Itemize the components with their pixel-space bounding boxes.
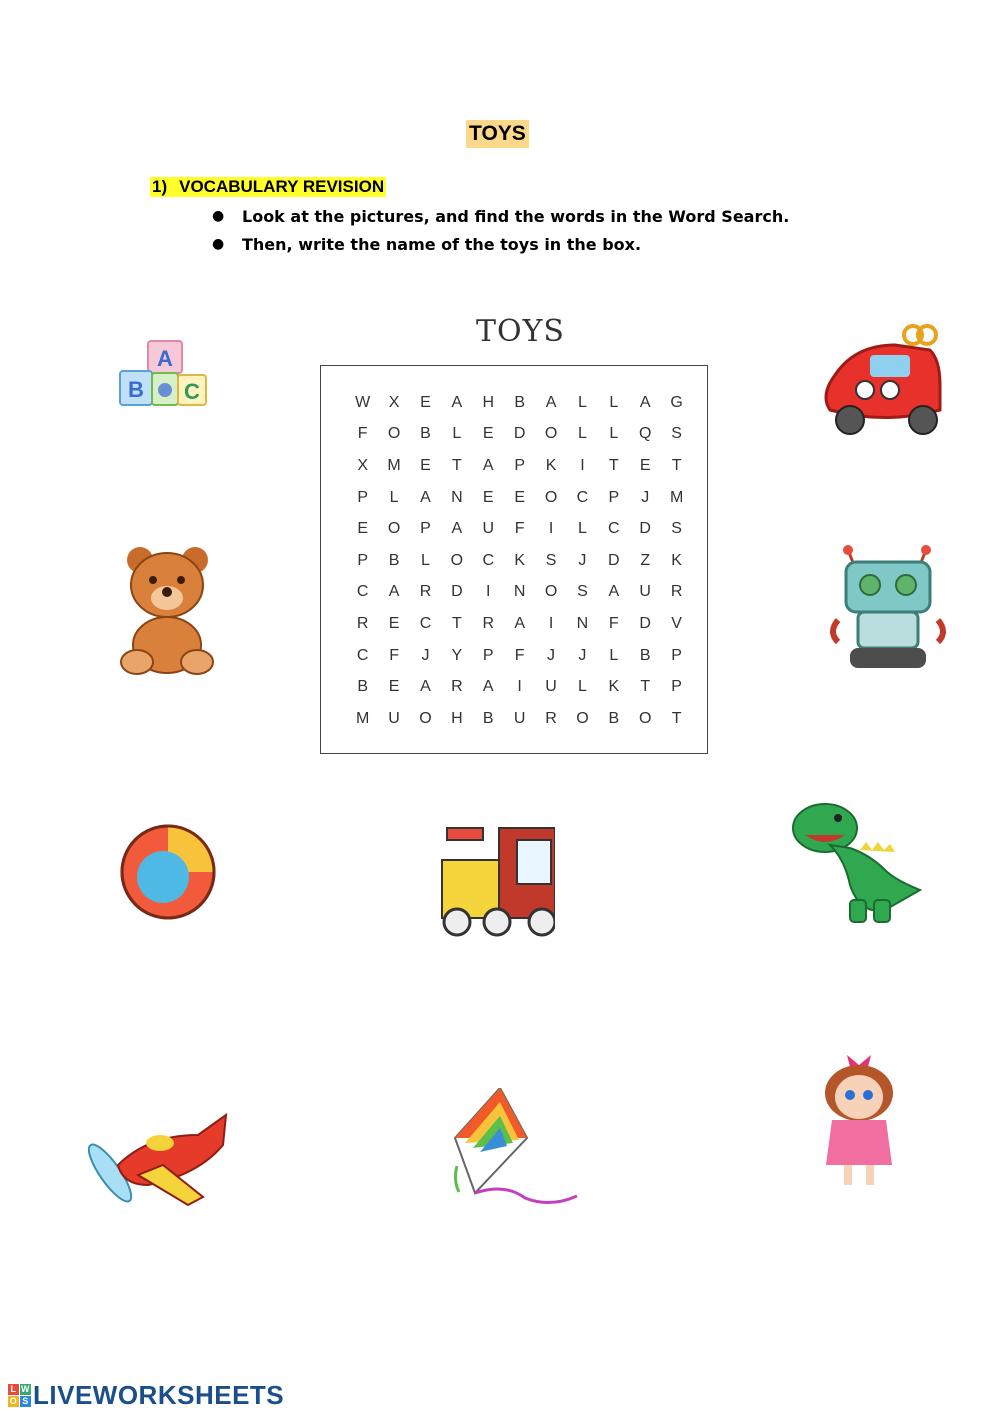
robot-picture [828,540,948,675]
bear-nose-icon [162,587,172,597]
grid-letter[interactable]: T [451,614,462,632]
instruction-text: Then, write the name of the toys in the box. [242,234,642,254]
word-search-grid [347,387,692,735]
dino-eye-icon [834,814,842,822]
grid-letter[interactable]: J [641,488,650,506]
logo-text: LIVEWORKSHEETS [33,1380,285,1410]
block-c-letter: C [184,379,200,404]
grid-letter[interactable]: P [357,488,369,506]
grid-letter[interactable]: N [576,614,589,632]
section-heading [150,177,386,197]
grid-letter[interactable]: C [419,614,432,632]
grid-letter[interactable]: A [451,393,463,411]
logo-mark-icon: L W O S [9,1384,30,1406]
robot-treads [850,648,926,668]
instruction-text: Look at the pictures, and find the words in the Word Search. [242,206,790,226]
wheel-icon [444,909,470,935]
grid-letter[interactable]: A [482,678,494,696]
grid-letter[interactable]: K [608,678,620,696]
grid-letter[interactable]: D [513,425,526,443]
grid-letter[interactable]: O [638,709,652,727]
wheel-icon [909,406,937,434]
grid-row [347,387,692,419]
grid-row [347,703,692,735]
dino-leg [850,900,866,922]
doll-face [835,1075,883,1119]
block-b-letter: B [128,377,144,402]
grid-letter[interactable]: M [387,456,401,474]
grid-letter[interactable]: P [420,520,431,538]
grid-letter[interactable]: L [421,551,430,569]
grid-letter[interactable]: G [670,393,683,411]
grid-letter[interactable]: C [356,583,369,601]
grid-letter[interactable]: D [639,520,651,538]
grid-letter[interactable]: D [451,583,463,601]
grid-letter[interactable]: U [513,709,526,727]
grid-letter[interactable]: C [608,520,620,538]
grid-letter[interactable]: D [608,551,620,569]
grid-letter[interactable]: H [482,393,495,411]
grid-letter[interactable]: P [357,551,369,569]
bear-foot [121,650,153,674]
grid-letter[interactable]: T [671,456,682,474]
grid-letter[interactable]: I [548,520,554,538]
grid-letter[interactable]: Q [638,425,652,443]
grid-letter[interactable]: B [357,678,369,696]
grid-letter[interactable]: O [450,551,464,569]
grid-letter[interactable]: T [671,709,682,727]
grid-letter[interactable]: H [451,709,463,727]
dino-spikes [860,842,895,852]
grid-letter[interactable]: A [420,488,431,506]
liveworksheets-logo [8,1380,284,1411]
doll-eye-icon [863,1090,873,1100]
grid-letter[interactable]: P [514,456,525,474]
robot-body [858,612,918,648]
grid-letter[interactable]: K [671,551,682,569]
grid-letter[interactable]: L [389,488,399,506]
grid-letter[interactable]: E [482,488,494,506]
grid-letter[interactable]: A [388,583,400,601]
grid-letter[interactable]: O [387,520,401,538]
grid-letter[interactable]: V [671,614,682,632]
grid-letter[interactable]: S [671,425,682,443]
robot-head [846,562,930,612]
grid-letter[interactable]: P [671,646,682,664]
grid-letter[interactable]: O [544,583,558,601]
grid-letter[interactable]: S [671,520,682,538]
grid-letter[interactable]: B [514,393,525,411]
car-eye-icon [881,381,899,399]
grid-letter[interactable]: E [357,520,369,538]
grid-letter[interactable]: L [577,393,587,411]
grid-row [347,513,692,545]
grid-letter[interactable]: C [356,646,369,664]
grid-letter[interactable]: P [482,646,494,664]
doll-picture [812,1045,907,1193]
grid-row [347,608,692,640]
doll-leg [844,1165,852,1185]
grid-letter[interactable]: U [639,583,651,601]
grid-letter[interactable]: B [482,709,494,727]
grid-letter[interactable]: A [639,393,651,411]
instructions-list [212,202,789,258]
grid-letter[interactable]: E [388,678,400,696]
section-number: 1) [152,177,168,196]
grid-letter[interactable]: S [577,583,588,601]
grid-letter[interactable]: L [609,425,619,443]
grid-row [347,671,692,703]
grid-letter[interactable]: R [451,678,463,696]
doll-eye-icon [845,1090,855,1100]
grid-letter[interactable]: W [355,393,371,411]
plane-cockpit [146,1135,174,1151]
instruction-item [212,202,789,230]
grid-letter[interactable]: A [608,583,620,601]
grid-letter[interactable]: E [388,614,400,632]
grid-letter[interactable]: L [609,393,619,411]
wheel-icon [836,406,864,434]
bullet-icon: ● [212,208,225,224]
word-search-title: TOYS [476,314,565,349]
grid-letter[interactable]: L [452,425,462,443]
kite-tail [475,1189,577,1203]
grid-letter[interactable]: T [608,456,619,474]
grid-letter[interactable]: I [517,678,522,696]
grid-letter[interactable]: R [545,709,557,727]
grid-letter[interactable]: O [544,425,558,443]
page-title: TOYS [466,120,529,148]
section-title: VOCABULARY REVISION [179,177,385,196]
grid-letter[interactable]: A [420,678,431,696]
grid-letter[interactable]: F [357,425,368,443]
cat-icon [158,383,172,397]
grid-letter[interactable]: L [577,520,587,538]
dino-head [793,804,857,852]
train-chimney [447,828,483,840]
bullet-icon: ● [212,236,225,252]
grid-letter[interactable]: X [357,456,369,474]
grid-row [347,545,692,577]
grid-letter[interactable]: A [451,520,463,538]
grid-letter[interactable]: E [482,425,494,443]
grid-letter[interactable]: L [577,425,587,443]
grid-letter[interactable]: U [388,709,400,727]
grid-letter[interactable]: R [356,614,369,632]
grid-letter[interactable]: I [580,456,585,474]
grid-letter[interactable]: T [640,678,651,696]
grid-letter[interactable]: B [608,709,620,727]
grid-letter[interactable]: M [356,709,370,727]
grid-row [347,640,692,672]
grid-letter[interactable]: B [639,646,651,664]
grid-letter[interactable]: F [514,520,525,538]
grid-letter[interactable]: N [513,583,526,601]
grid-letter[interactable]: F [389,646,399,664]
grid-letter[interactable]: K [514,551,525,569]
grid-letter[interactable]: M [669,488,684,506]
grid-letter[interactable]: T [451,456,462,474]
train-window [517,840,551,884]
grid-letter[interactable]: I [548,614,554,632]
grid-letter[interactable]: U [545,678,557,696]
teddy-bear-picture [115,540,220,680]
grid-letter[interactable]: E [420,393,431,411]
grid-letter[interactable]: R [482,614,495,632]
grid-letter[interactable]: D [639,614,651,632]
grid-letter[interactable]: C [576,488,589,506]
grid-letter[interactable]: P [671,678,682,696]
grid-letter[interactable]: R [670,583,683,601]
block-a-letter: A [157,346,173,371]
grid-letter[interactable]: O [576,709,589,727]
toy-car-picture [815,315,950,445]
grid-letter[interactable]: J [578,551,587,569]
robot-eye-icon [896,575,916,595]
grid-letter[interactable]: U [482,520,495,538]
grid-letter[interactable]: Z [640,551,651,569]
grid-letter[interactable]: P [608,488,620,506]
grid-letter[interactable]: K [545,456,557,474]
instruction-item [212,230,789,258]
robot-eye-icon [860,575,880,595]
grid-row [347,419,692,451]
grid-letter[interactable]: A [545,393,557,411]
grid-letter[interactable]: O [387,425,401,443]
grid-letter[interactable]: E [639,456,651,474]
ball-panel [137,851,189,903]
wheel-icon [484,909,510,935]
grid-row [347,577,692,609]
grid-letter[interactable]: E [420,456,431,474]
grid-row [347,450,692,482]
grid-letter[interactable]: F [514,646,525,664]
grid-letter[interactable]: A [482,456,494,474]
ball-picture [118,822,218,922]
grid-letter[interactable]: B [420,425,431,443]
car-window [870,355,910,377]
car-eye-icon [856,381,874,399]
grid-letter[interactable]: J [547,646,556,664]
grid-row [347,482,692,514]
grid-letter[interactable]: O [419,709,432,727]
grid-letter[interactable]: O [544,488,558,506]
train-picture [437,820,555,942]
word-search-box [320,365,708,754]
grid-letter[interactable]: F [608,614,619,632]
grid-letter[interactable]: X [388,393,400,411]
grid-letter[interactable]: A [514,614,525,632]
wheel-icon [529,909,555,935]
grid-letter[interactable]: L [609,646,619,664]
grid-letter[interactable]: J [421,646,430,664]
grid-letter[interactable]: C [482,551,495,569]
plane-picture [88,1095,233,1217]
abc-blocks-picture [115,335,215,415]
grid-letter[interactable]: I [486,583,491,601]
grid-letter[interactable]: R [419,583,432,601]
grid-letter[interactable]: N [451,488,463,506]
grid-letter[interactable]: Y [451,646,463,664]
kite-picture [445,1088,580,1223]
grid-letter[interactable]: J [578,646,587,664]
doll-dress [826,1120,892,1165]
dinosaur-picture [790,800,925,928]
grid-letter[interactable]: B [388,551,400,569]
grid-letter[interactable]: S [545,551,557,569]
grid-letter[interactable]: E [514,488,525,506]
grid-letter[interactable]: L [577,678,587,696]
